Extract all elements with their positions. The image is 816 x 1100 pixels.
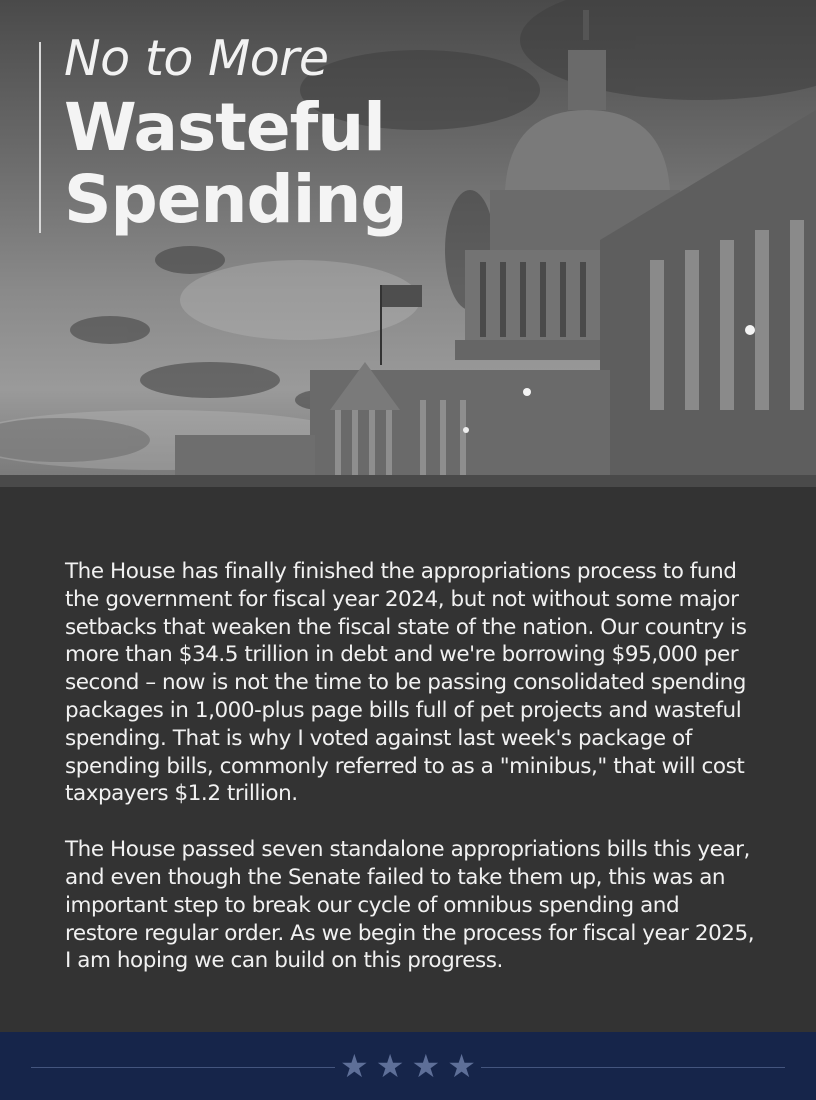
title-line-3: Spending <box>64 161 407 238</box>
footer-divider-right <box>481 1067 785 1068</box>
paragraph-1: The House has finally finished the appropriations process to fund the government for fiscal year 2024, but not without some major setbacks that weaken the fiscal state of the nation. Our country is more than $34.5 trillion in debt and we're borrowing $95,000 per second – now is not the time to be passing consolidated spending packages in 1,000-plus page bills full of pet projects and wasteful spending. That is why I voted against last week's package of spending bills, commonly referred to as a "minibus," that will cost taxpayers $1.2 trillion. <box>65 559 747 807</box>
page-title <box>64 89 407 238</box>
article-body <box>65 558 755 1003</box>
star-icon: ★ <box>340 1047 369 1085</box>
title-rule <box>39 42 41 233</box>
star-icon: ★ <box>375 1047 405 1085</box>
star-icon: ★ <box>411 1047 441 1085</box>
title-line-1: No to More <box>64 30 329 87</box>
star-icon: ★ <box>447 1047 476 1085</box>
footer-divider-left <box>31 1067 335 1068</box>
hero-image <box>0 0 816 487</box>
title-line-2: Wasteful <box>64 89 385 166</box>
paragraph-2: The House passed seven standalone appropriations bills this year, and even though the Senate failed to take them up, this was an important step to break our cycle of omnibus spending and restore regular order. As we begin the process for fiscal year 2025, I am hoping we can build on this progress. <box>65 837 755 974</box>
footer-stars <box>340 1048 476 1084</box>
footer-bar <box>0 1032 816 1100</box>
